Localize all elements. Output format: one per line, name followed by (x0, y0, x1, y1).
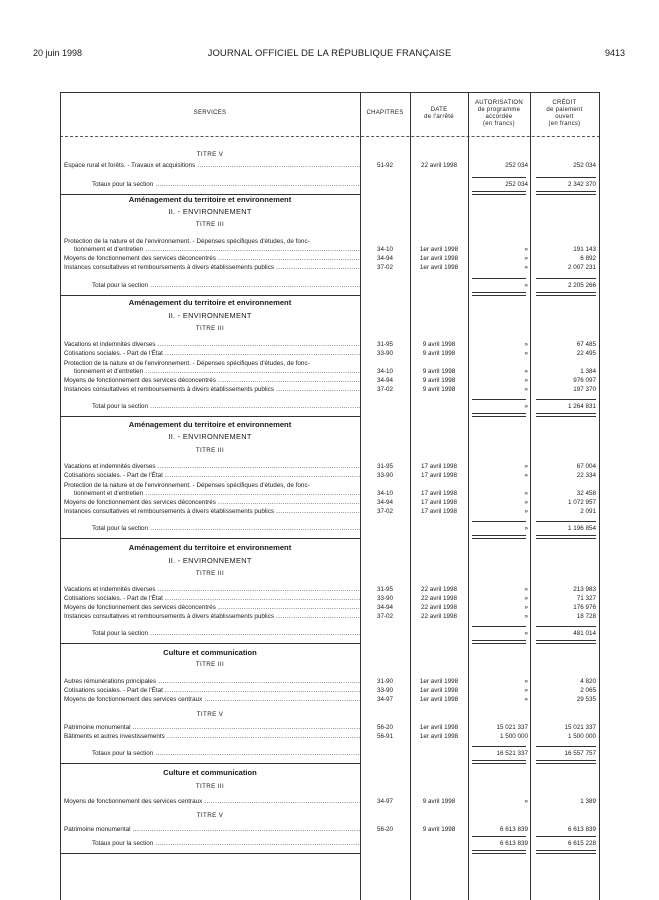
total-row (60, 839, 600, 849)
total-row (60, 629, 600, 639)
date-cell: 22 avril 1998 (420, 586, 458, 593)
credit-cell: 176 976 (573, 604, 596, 611)
total-double-rule (472, 850, 526, 854)
column-header-credit-line: CRÉDIT (552, 99, 577, 106)
total-rule (536, 399, 596, 400)
autorisation-cell: » (524, 341, 528, 348)
autorisation-cell: » (524, 472, 528, 479)
total-rule (536, 521, 596, 522)
credit-cell: 6 615 228 (567, 840, 596, 847)
credit-cell: 16 557 757 (564, 750, 596, 757)
date-cell: 17 avril 1998 (420, 463, 458, 470)
total-rule (472, 278, 526, 279)
autorisation-cell: 6 613 839 (499, 840, 528, 847)
total-double-rule (472, 535, 526, 539)
autorisation-cell: » (524, 499, 528, 506)
chapitre-cell: 34-10 (376, 246, 394, 253)
chapitre-cell: 33-90 (376, 472, 394, 479)
date-cell: 17 avril 1998 (420, 508, 458, 515)
date-cell: 9 avril 1998 (422, 350, 456, 357)
section-separator (60, 538, 360, 539)
chapitre-cell: 31-95 (376, 341, 394, 348)
date-cell: 9 avril 1998 (422, 826, 456, 833)
chapitre-cell: 37-02 (376, 508, 394, 515)
credit-cell: 2 007 231 (567, 264, 596, 271)
credit-cell: 197 370 (573, 386, 596, 393)
autorisation-cell: 6 613 839 (499, 826, 528, 833)
section-heading: Culture et communication (163, 648, 257, 657)
date-cell: 9 avril 1998 (422, 798, 456, 805)
table-row (60, 161, 600, 171)
service-label: tionnement et d'entretien ..... (74, 489, 360, 499)
total-double-rule (536, 760, 596, 764)
total-double-rule (536, 292, 596, 296)
total-double-rule (536, 535, 596, 539)
autorisation-cell: » (524, 490, 528, 497)
column-header-date-line: DATE (430, 106, 448, 113)
date-cell: 1er avril 1998 (419, 733, 459, 740)
total-row (60, 749, 600, 759)
autorisation-cell: » (524, 282, 528, 289)
total-rule (536, 836, 596, 837)
table-row (60, 263, 600, 273)
credit-cell: 2 065 (580, 687, 596, 694)
section-separator (60, 295, 360, 296)
date-cell: 22 avril 1998 (420, 604, 458, 611)
service-label: Protection de la nature et de l'environnement. - Dépenses spécifiques d'études, de fonc- (64, 360, 310, 367)
date-cell: 22 avril 1998 (420, 162, 458, 169)
service-label: Moyens de fonctionnement des services déconcentrés ..... (64, 603, 360, 613)
column-header-autorisation-line: (en francs) (483, 120, 515, 127)
table-row (60, 471, 600, 481)
date-cell: 1er avril 1998 (419, 246, 459, 253)
credit-cell: 67 004 (576, 463, 596, 470)
autorisation-cell: » (524, 630, 528, 637)
service-label: Bâtiments et autres investissements ..... (64, 732, 360, 742)
chapitre-cell: 34-10 (376, 368, 394, 375)
total-row (60, 281, 600, 291)
total-label: Total pour la section ..... (92, 524, 360, 534)
autorisation-cell: » (524, 678, 528, 685)
service-label: Vacations et indemnités diverses ..... (64, 462, 360, 472)
service-label: Cotisations sociales. - Part de l'État ..... (64, 349, 360, 359)
column-header-services-text: SERVICES (193, 110, 227, 116)
autorisation-cell: » (524, 255, 528, 262)
column-header-credit (530, 92, 599, 135)
autorisation-cell: » (524, 386, 528, 393)
credit-cell: 2 205 266 (567, 282, 596, 289)
date-cell: 22 avril 1998 (420, 595, 458, 602)
service-label: Vacations et indemnités diverses ..... (64, 340, 360, 350)
credit-cell: 2 342 370 (567, 181, 596, 188)
service-label: Moyens de fonctionnement des services déconcentrés ..... (64, 498, 360, 508)
date-cell: 1er avril 1998 (419, 678, 459, 685)
section-heading: Aménagement du territoire et environnement (128, 298, 292, 307)
credit-cell: 29 535 (576, 696, 596, 703)
titre-heading: TITRE III (195, 783, 225, 790)
date-cell: 1er avril 1998 (419, 696, 459, 703)
chapitre-cell: 34-97 (376, 798, 394, 805)
date-cell: 17 avril 1998 (420, 490, 458, 497)
service-label: Instances consultatives et remboursements à divers établissements publics ..... (64, 612, 360, 622)
total-rule (536, 177, 596, 178)
autorisation-cell: » (524, 463, 528, 470)
service-label: Moyens de fonctionnement des services déconcentrés ..... (64, 376, 360, 386)
service-label: Protection de la nature et de l'environnement. - Dépenses spécifiques d'études, de fonc- (64, 482, 310, 489)
total-label: Total pour la section ..... (92, 281, 360, 291)
autorisation-cell: 252 034 (505, 181, 528, 188)
date-cell: 1er avril 1998 (419, 724, 459, 731)
section-heading: Culture et communication (163, 768, 257, 777)
column-header-date (410, 92, 468, 135)
titre-heading: TITRE III (195, 570, 225, 577)
credit-cell: 1 500 000 (567, 733, 596, 740)
chapitre-cell: 31-95 (376, 463, 394, 470)
service-label: Moyens de fonctionnement des services déconcentrés ..... (64, 254, 360, 264)
total-label: Total pour la section ..... (92, 402, 360, 412)
total-rule (536, 746, 596, 747)
column-header-autorisation-line: de programme (477, 106, 521, 113)
credit-cell: 1 264 831 (567, 403, 596, 410)
date-cell: 1er avril 1998 (419, 255, 459, 262)
credit-cell: 1 384 (580, 368, 596, 375)
header-date: 20 juin 1998 (33, 48, 83, 58)
service-label: Patrimoine monumental ..... (64, 723, 360, 733)
total-double-rule (536, 191, 596, 195)
service-label: Instances consultatives et remboursements à divers établissements publics ..... (64, 263, 360, 273)
chapitre-cell: 34-94 (376, 255, 394, 262)
total-label: Totaux pour la section ..... (92, 839, 360, 849)
date-cell: 9 avril 1998 (422, 386, 456, 393)
total-rule (472, 521, 526, 522)
total-double-rule (536, 640, 596, 644)
table-row (60, 507, 600, 517)
chapitre-cell: 56-91 (376, 733, 394, 740)
credit-cell: 1 389 (580, 798, 596, 805)
credit-cell: 32 458 (576, 490, 596, 497)
header-page-number: 9413 (604, 48, 625, 58)
total-rule (472, 746, 526, 747)
chapitre-cell: 56-20 (376, 724, 394, 731)
total-row (60, 180, 600, 190)
column-header-credit-line: (en francs) (548, 120, 581, 127)
service-label: Moyens de fonctionnement des services centraux ..... (64, 695, 360, 705)
table-row (60, 349, 600, 359)
chapitre-cell: 34-97 (376, 696, 394, 703)
total-label: Total pour la section ..... (92, 629, 360, 639)
service-label: Cotisations sociales. - Part de l'État ..... (64, 686, 360, 696)
date-cell: 9 avril 1998 (422, 341, 456, 348)
credit-cell: 6 892 (580, 255, 596, 262)
credit-cell: 22 495 (576, 350, 596, 357)
autorisation-cell: » (524, 696, 528, 703)
total-rule (472, 177, 526, 178)
total-row (60, 402, 600, 412)
column-header-credit-line: de paiement (546, 106, 583, 113)
autorisation-cell: » (524, 508, 528, 515)
autorisation-cell: » (524, 377, 528, 384)
section-subheading: II. - ENVIRONNEMENT (168, 207, 252, 216)
total-rule (536, 626, 596, 627)
autorisation-cell: 252 034 (505, 162, 528, 169)
chapitre-cell: 31-90 (376, 678, 394, 685)
date-cell: 22 avril 1998 (420, 613, 458, 620)
section-subheading: II. - ENVIRONNEMENT (168, 311, 252, 320)
titre-heading: TITRE III (195, 325, 225, 332)
total-rule (472, 399, 526, 400)
credit-cell: 1 072 957 (567, 499, 596, 506)
column-header-services (60, 92, 360, 135)
titre-heading: TITRE V (196, 711, 224, 718)
service-label: Protection de la nature et de l'environnement. - Dépenses spécifiques d'études, de fonc- (64, 238, 310, 245)
credit-cell: 481 014 (573, 630, 596, 637)
credit-cell: 1 196 854 (567, 525, 596, 532)
service-label: Autres rémunérations principales ..... (64, 677, 360, 687)
service-label: Cotisations sociales. - Part de l'État ..... (64, 471, 360, 481)
column-header-chapitres (360, 92, 410, 135)
section-heading: Aménagement du territoire et environnement (128, 420, 292, 429)
chapitre-cell: 34-10 (376, 490, 394, 497)
titre-heading: TITRE III (195, 221, 225, 228)
total-rule (536, 278, 596, 279)
service-label: tionnement et d'entretien ..... (74, 367, 360, 377)
chapitre-cell: 34-94 (376, 377, 394, 384)
autorisation-cell: » (524, 687, 528, 694)
chapitre-cell: 33-90 (376, 687, 394, 694)
autorisation-cell: » (524, 403, 528, 410)
autorisation-cell: » (524, 586, 528, 593)
total-rule (472, 626, 526, 627)
autorisation-cell: 16 521 337 (496, 750, 528, 757)
credit-cell: 15 021 337 (564, 724, 596, 731)
total-rule (472, 836, 526, 837)
chapitre-cell: 33-90 (376, 350, 394, 357)
section-subheading: II. - ENVIRONNEMENT (168, 432, 252, 441)
credit-cell: 213 983 (573, 586, 596, 593)
credit-cell: 18 728 (576, 613, 596, 620)
credit-cell: 191 143 (573, 246, 596, 253)
service-label: Espace rural et forêts. - Travaux et acquisitions ..... (64, 161, 360, 171)
service-label: Vacations et indemnités diverses ..... (64, 585, 360, 595)
total-double-rule (472, 292, 526, 296)
section-subheading: II. - ENVIRONNEMENT (168, 556, 252, 565)
credit-cell: 976 097 (573, 377, 596, 384)
titre-heading: TITRE V (196, 151, 224, 158)
total-label: Totaux pour la section ..... (92, 180, 360, 190)
chapitre-cell: 37-02 (376, 613, 394, 620)
table-row (60, 385, 600, 395)
chapitre-cell: 31-95 (376, 586, 394, 593)
autorisation-cell: 15 021 337 (496, 724, 528, 731)
section-separator (60, 416, 360, 417)
total-double-rule (472, 640, 526, 644)
autorisation-cell: » (524, 595, 528, 602)
column-header-autorisation-line: AUTORISATION (474, 99, 524, 106)
total-row (60, 524, 600, 534)
chapitre-cell: 51-92 (376, 162, 394, 169)
service-label: Moyens de fonctionnement des services centraux ..... (64, 797, 360, 807)
service-label: tionnement et d'entretien ..... (74, 245, 360, 255)
credit-cell: 71 327 (576, 595, 596, 602)
autorisation-cell: 1 500 000 (499, 733, 528, 740)
titre-heading: TITRE III (195, 447, 225, 454)
column-header-date-line: de l'arrêté (424, 113, 454, 120)
header-bottom-rule (60, 136, 600, 137)
date-cell: 9 avril 1998 (422, 377, 456, 384)
chapitre-cell: 56-20 (376, 826, 394, 833)
total-double-rule (472, 413, 526, 417)
service-label: Cotisations sociales. - Part de l'État ..... (64, 594, 360, 604)
total-label: Totaux pour la section ..... (92, 749, 360, 759)
credit-cell: 22 334 (576, 472, 596, 479)
autorisation-cell: » (524, 525, 528, 532)
titre-heading: TITRE III (195, 661, 225, 668)
total-double-rule (472, 760, 526, 764)
section-separator (60, 763, 360, 764)
table-row (60, 695, 600, 705)
column-header-autorisation (468, 92, 530, 135)
service-label: Instances consultatives et remboursements à divers établissements publics ..... (64, 385, 360, 395)
chapitre-cell: 34-94 (376, 499, 394, 506)
credit-cell: 6 613 839 (567, 826, 596, 833)
autorisation-cell: » (524, 264, 528, 271)
service-label: Patrimoine monumental ..... (64, 825, 360, 835)
autorisation-cell: » (524, 350, 528, 357)
date-cell: 1er avril 1998 (419, 687, 459, 694)
column-header-credit-line: ouvert (555, 113, 574, 120)
autorisation-cell: » (524, 246, 528, 253)
autorisation-cell: » (524, 368, 528, 375)
chapitre-cell: 34-94 (376, 604, 394, 611)
table-row (60, 797, 600, 807)
service-label: Instances consultatives et remboursements à divers établissements publics ..... (64, 507, 360, 517)
autorisation-cell: » (524, 613, 528, 620)
date-cell: 1er avril 1998 (419, 264, 459, 271)
credits-table (60, 92, 600, 900)
autorisation-cell: » (524, 604, 528, 611)
table-row (60, 732, 600, 742)
column-header-chapitres-text: CHAPITRES (366, 110, 404, 116)
section-separator (60, 853, 360, 854)
credit-cell: 4 820 (580, 678, 596, 685)
total-double-rule (536, 413, 596, 417)
header-title: JOURNAL OFFICIEL DE LA RÉPUBLIQUE FRANÇAISE (207, 48, 452, 59)
autorisation-cell: » (524, 798, 528, 805)
date-cell: 17 avril 1998 (420, 472, 458, 479)
credit-cell: 252 034 (573, 162, 596, 169)
section-heading: Aménagement du territoire et environnement (128, 543, 292, 552)
total-double-rule (472, 191, 526, 195)
section-separator (60, 643, 360, 644)
date-cell: 9 avril 1998 (422, 368, 456, 375)
credit-cell: 67 485 (576, 341, 596, 348)
date-cell: 17 avril 1998 (420, 499, 458, 506)
column-header-autorisation-line: accordée (485, 113, 513, 120)
titre-heading: TITRE V (196, 812, 224, 819)
total-double-rule (536, 850, 596, 854)
credit-cell: 2 091 (580, 508, 596, 515)
table-row (60, 612, 600, 622)
table-row (60, 825, 600, 835)
chapitre-cell: 33-90 (376, 595, 394, 602)
chapitre-cell: 37-02 (376, 386, 394, 393)
section-heading: Aménagement du territoire et environnement (128, 195, 292, 204)
chapitre-cell: 37-02 (376, 264, 394, 271)
